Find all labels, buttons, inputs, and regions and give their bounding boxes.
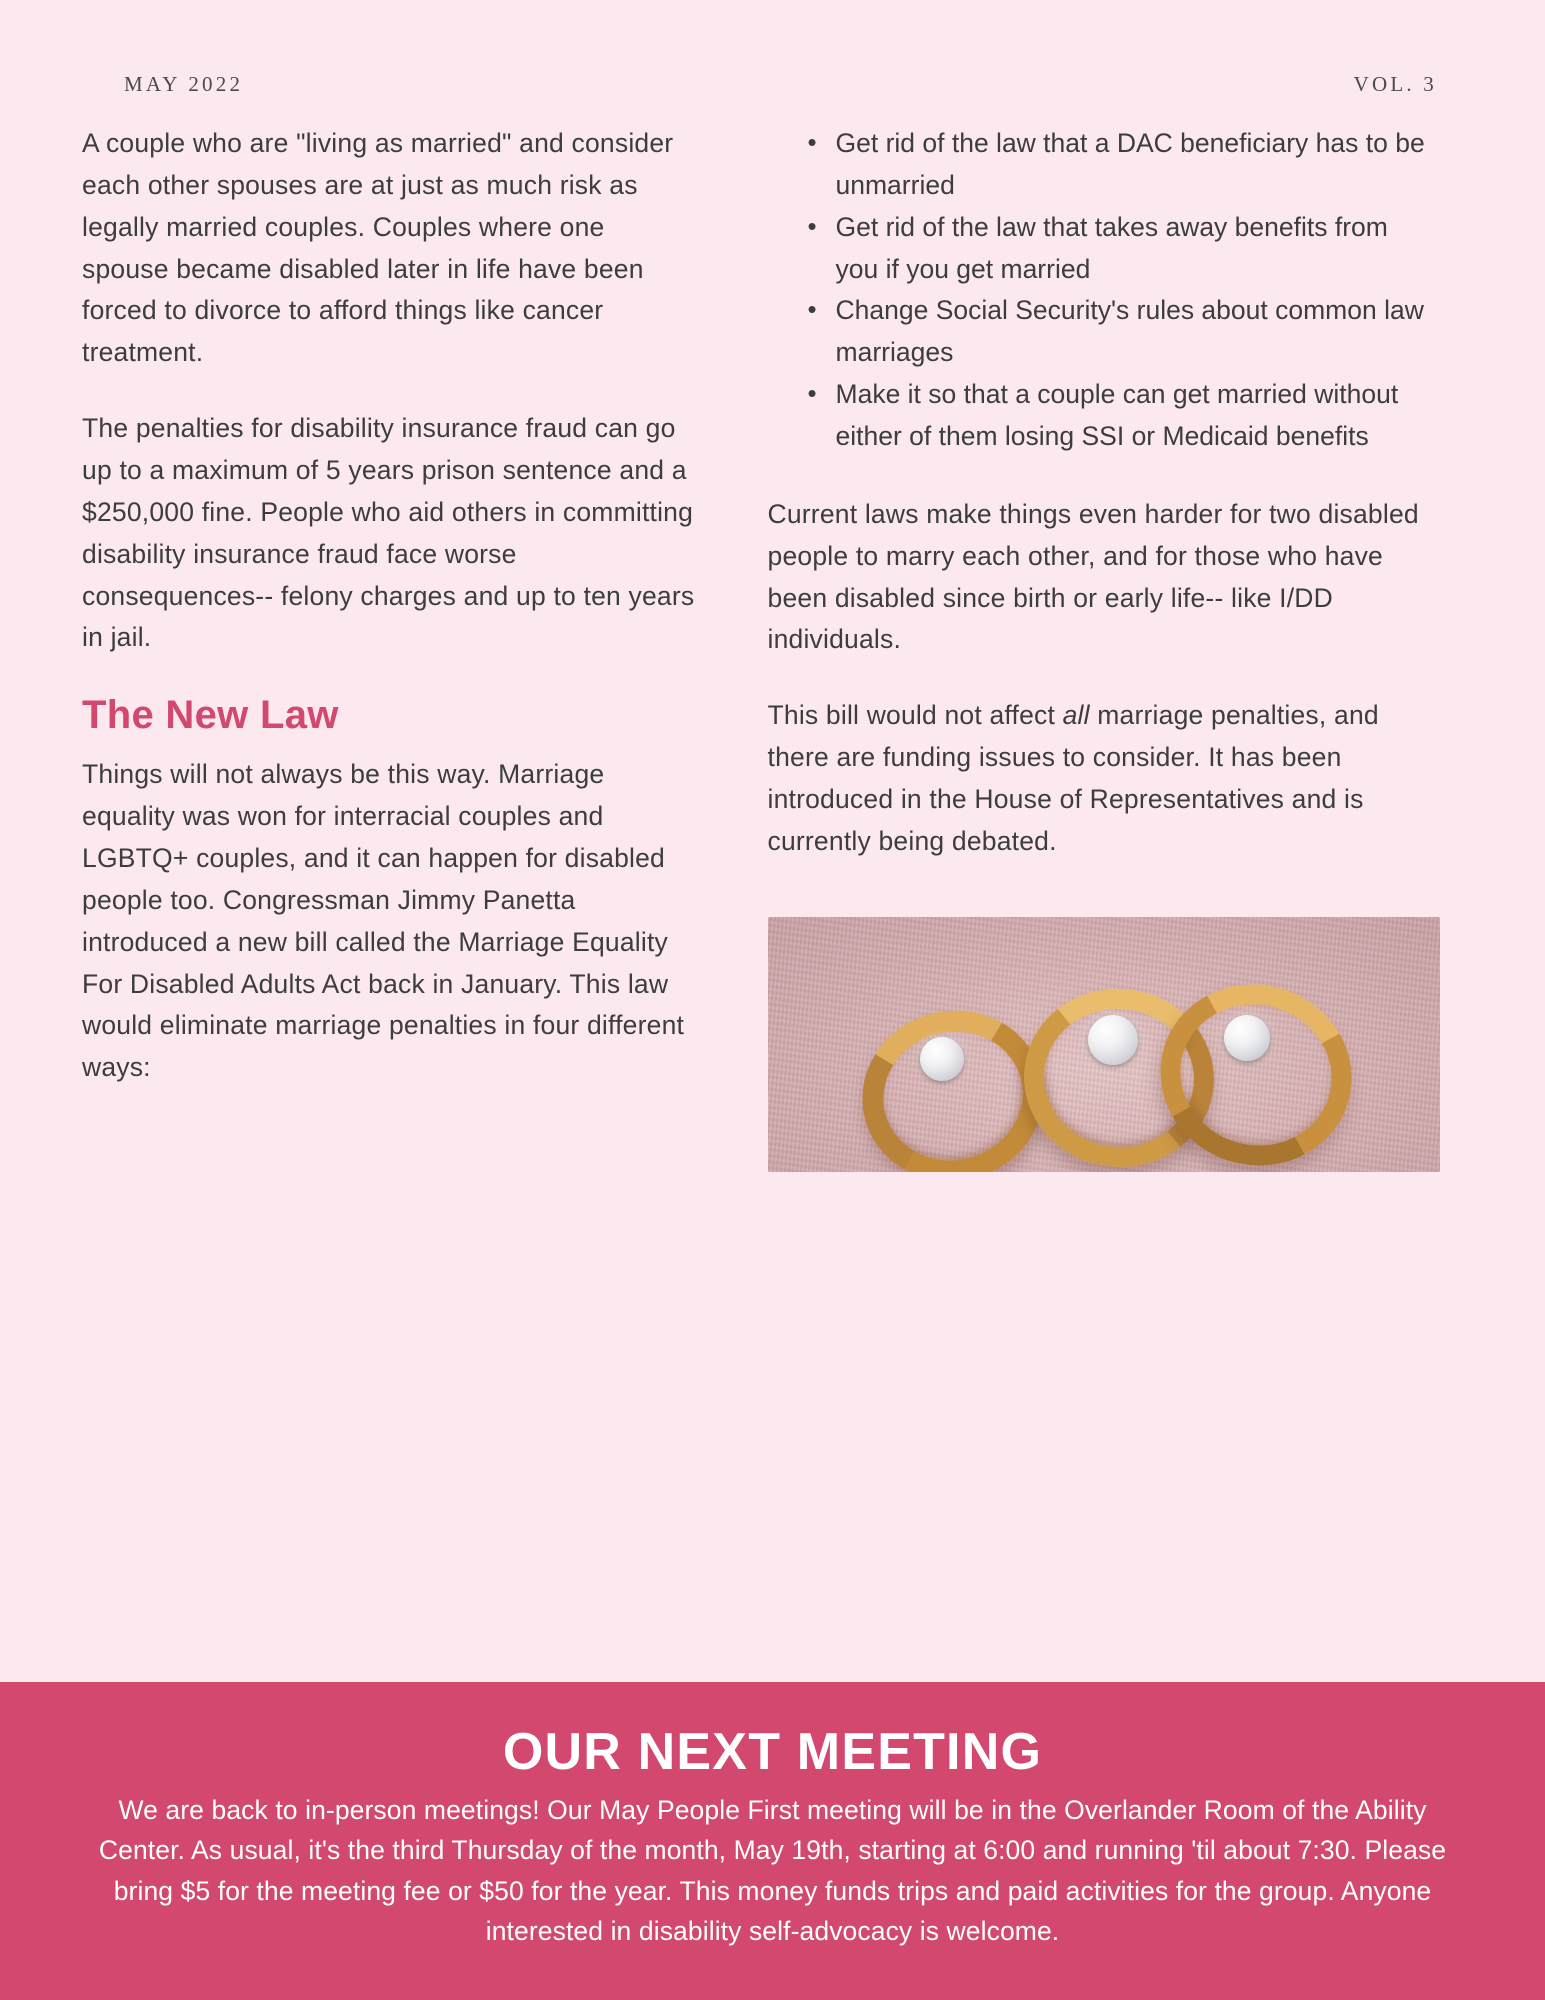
diamond-icon xyxy=(920,1037,964,1081)
right-paragraph-2-part2: marriage penalties, and there are funding issues to consider. It has been introduced in the House of Representatives and is currently being debated. xyxy=(767,700,1379,856)
footer-heading: OUR NEXT MEETING xyxy=(502,1723,1043,1781)
right-column xyxy=(760,123,1438,1682)
right-paragraph-2 xyxy=(768,695,1438,862)
right-paragraph-1: Current laws make things even harder for two disabled people to marry each other, and for those who have been disabled since birth or early life-- like I/DD individuals. xyxy=(767,498,1419,655)
wedding-rings-photo xyxy=(768,917,1440,1172)
next-meeting-banner xyxy=(0,1682,1545,2000)
article-content xyxy=(0,97,1545,1682)
left-column xyxy=(82,123,708,1682)
emphasis-all: all xyxy=(1062,700,1090,731)
left-paragraph-1: A couple who are "living as married" and consider each other spouses are at just as much risk as legally married couples. Couples where one spouse became disabled later in life have been forced to divorce to afford things like cancer treatment. xyxy=(82,128,674,368)
left-paragraph-3: Things will not always be this way. Marriage equality was won for interracial couples and LGBTQ+ couples, and it can happen for disabled people too. Congressman Jimmy Panetta introduced a new bill called the Marriage Equality For Disabled Adults Act back in January. This law would eliminate marriage penalties in four different ways: xyxy=(82,759,685,1083)
diamond-icon xyxy=(1224,1015,1270,1061)
list-item: • Get rid of the law that takes away benefits from you if you get married xyxy=(808,207,1438,291)
footer-body: We are back to in-person meetings! Our May People First meeting will be in the Overlander Room of the Ability Center. As usual, it's the third Thursday of the month, May 19th, starting at 6:00 and running 'til about 7:30. Please bring $5 for the meeting fee or $50 for the year. This money funds trips and paid activities for the group. Anyone interested in disability self-advocacy is welcome. xyxy=(98,1795,1447,1946)
right-paragraph-2-part1: This bill would not affect xyxy=(767,700,1063,731)
masthead xyxy=(0,0,1545,97)
list-item: • Get rid of the law that a DAC beneficiary has to be unmarried xyxy=(808,123,1438,207)
left-paragraph-2: The penalties for disability insurance fraud can go up to a maximum of 5 years prison sentence and a $250,000 fine. People who aid others in committing disability insurance fraud face worse consequences-- felony charges and up to ten years in jail. xyxy=(82,413,695,653)
diamond-icon xyxy=(1088,1015,1138,1065)
list-item: • Make it so that a couple can get married without either of them losing SSI or Medicaid benefits xyxy=(808,374,1438,458)
issue-date: MAY 2022 xyxy=(124,72,244,96)
section-heading-new-law: The New Law xyxy=(82,693,339,738)
law-changes-list xyxy=(768,123,1438,458)
list-item: • Change Social Security's rules about common law marriages xyxy=(808,290,1438,374)
volume-label: VOL. 3 xyxy=(1353,72,1437,96)
